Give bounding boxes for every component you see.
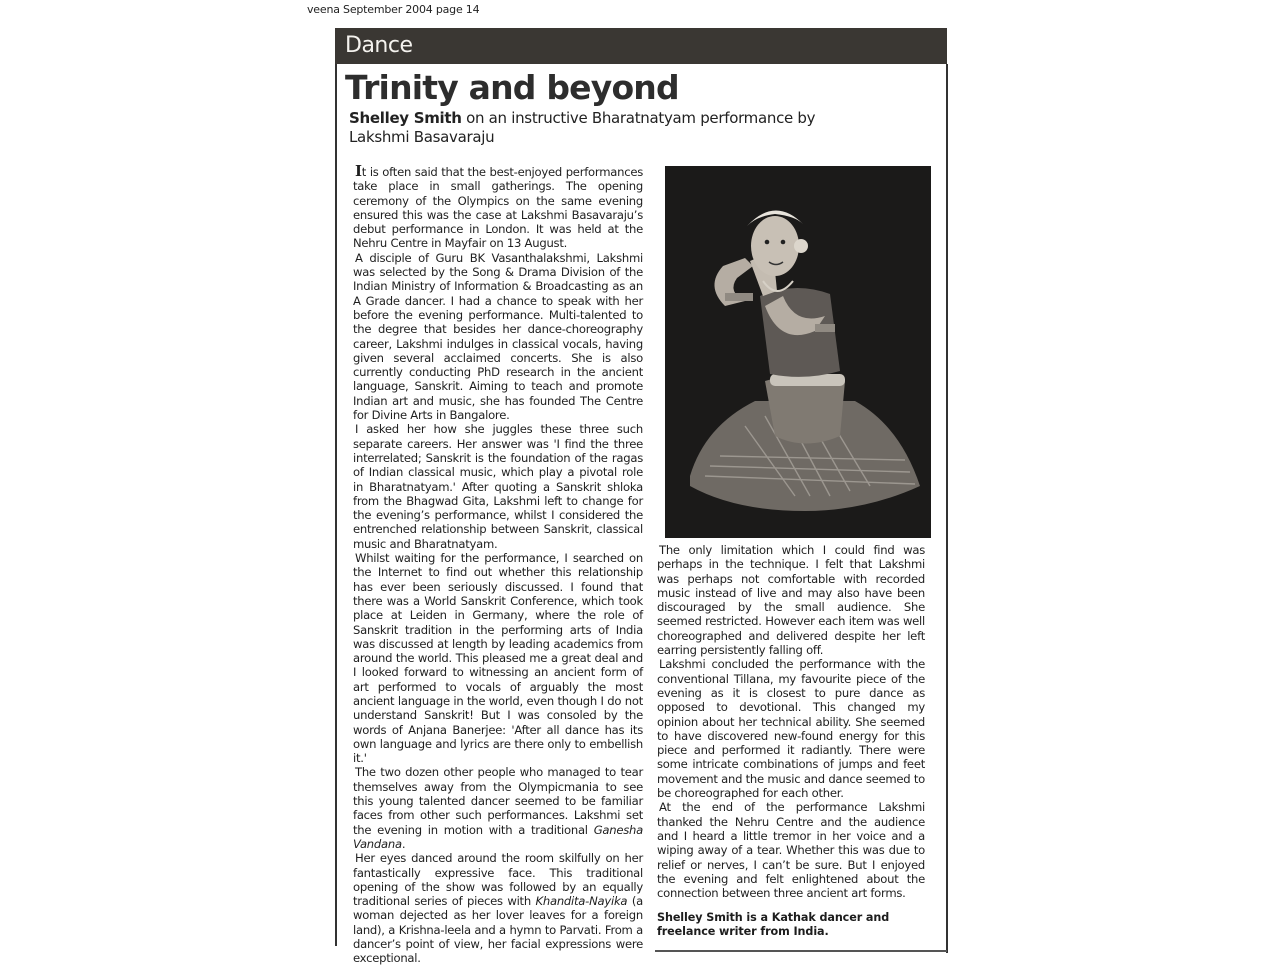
section-banner: Dance xyxy=(335,28,947,64)
bharatnatyam-dancer-illustration xyxy=(665,166,931,538)
standfirst xyxy=(349,109,829,147)
dancer-photo xyxy=(665,166,931,538)
paragraph: Whilst waiting for the performance, I searched on the Internet to find out whether this relationship has ever been seriously discussed. I found that there was a World Sanskrit Conference, which took place at Leiden in Germany, where the role of Sanskrit tradition in the performing arts of India was discussed at length by leading academics from around the world. This pleased me a great deal and I looked forward to witnessing an ancient form of art performed to vocals of arguably the most ancient language in the world, even though I do not understand Sanskrit! But I was consoled by the words of Anjana Banerjee: 'After all dance has its own language and lyrics are there only to embellish it.' xyxy=(353,551,643,766)
page-header: veena September 2004 page 14 xyxy=(307,3,480,16)
emphasis: Ganesha Vandana xyxy=(353,822,643,851)
paragraph: The two dozen other people who managed to tear themselves away from the Olympicmania to see this young talented dancer seemed to be familiar faces from other such performances. Lakshmi set the evening in motion with a traditional Ganesha Vandana. xyxy=(353,765,643,851)
byline-author: Shelley Smith xyxy=(349,109,462,127)
frame-border-right xyxy=(946,64,948,953)
paragraph: A disciple of Guru BK Vasanthalakshmi, Lakshmi was selected by the Song & Drama Division of the Indian Ministry of Information & Broadcasting as an A Grade dancer. I had a chance to speak with her before the evening performance. Multi-talented to the degree that besides her dance-choreography career, Lakshmi indulges in classical vocals, having given several acclaimed concerts. She is also currently conducting PhD research in the ancient language, Sanskrit. Aiming to teach and promote Indian art and music, she has founded The Centre for Divine Arts in Bangalore. xyxy=(353,250,643,423)
paragraph: Her eyes danced around the room skilfully on her fantastically expressive face. This traditional opening of the show was followed by an equally traditional series of pieces with Khandita-Nayika (a woman dejected as her lover leaves for a foreign land), a Krishna-leela and a hymn to Parvati. From a dancer’s point of view, her facial expressions were exceptional. xyxy=(353,851,643,966)
article-column-right xyxy=(657,543,925,900)
paragraph: The only limitation which I could find was perhaps in the technique. I felt that Lakshmi was perhaps not comfortable with recorded music instead of live and may also have been discouraged by the small audience. She seemed restricted. However each item was well choreographed and delivered despite her left earring persistently falling off. xyxy=(657,543,925,658)
standfirst-text: on an instructive Bharatnatyam performance by Lakshmi Basavaraju xyxy=(349,109,816,146)
paragraph: It is often said that the best-enjoyed performances take place in small gatherings. The opening ceremony of the Olympics on the same evening ensured this was the case at Lakshmi Basavaraju’s debut performance in London. It was held at the Nehru Centre in Mayfair on 13 August. xyxy=(353,162,643,251)
drop-cap: I xyxy=(355,162,362,180)
paragraph: I asked her how she juggles these three such separate careers. Her answer was 'I find the three interrelated; Sanskrit is the foundation of the ragas of Indian classical music, which play a pivotal role in Bharatnatyam.' After quoting a Sanskrit shloka from the Bhagwad Gita, Lakshmi left to change for the evening’s performance, whilst I considered the entrenched relationship between Sanskrit, classical music and Bharatnatyam. xyxy=(353,422,643,551)
paragraph: At the end of the performance Lakshmi thanked the Nehru Centre and the audience and I heard a little tremor in her voice and a wiping away of a tear. Whether this was due to relief or nerves, I can’t be sure. But I enjoyed the evening and felt enlightened about the connection between three ancient art forms. xyxy=(657,800,925,901)
emphasis: Khandita-Nayika xyxy=(535,894,628,909)
paragraph: Lakshmi concluded the performance with the conventional Tillana, my favourite piece of the evening as it is closest to pure dance as opposed to devotional. This changed my opinion about her technical ability. She seemed to have discovered new-found energy for this piece and performed it radiantly. There were some intricate combinations of jumps and feet movement and the music and dance seemed to be choreographed for each other. xyxy=(657,657,925,801)
headline: Trinity and beyond xyxy=(345,68,679,107)
frame-border-bottom xyxy=(655,950,947,952)
author-bio: Shelley Smith is a Kathak dancer and freelance writer from India. xyxy=(657,911,890,938)
frame-border-left xyxy=(335,64,337,946)
article-column-left xyxy=(353,164,643,966)
